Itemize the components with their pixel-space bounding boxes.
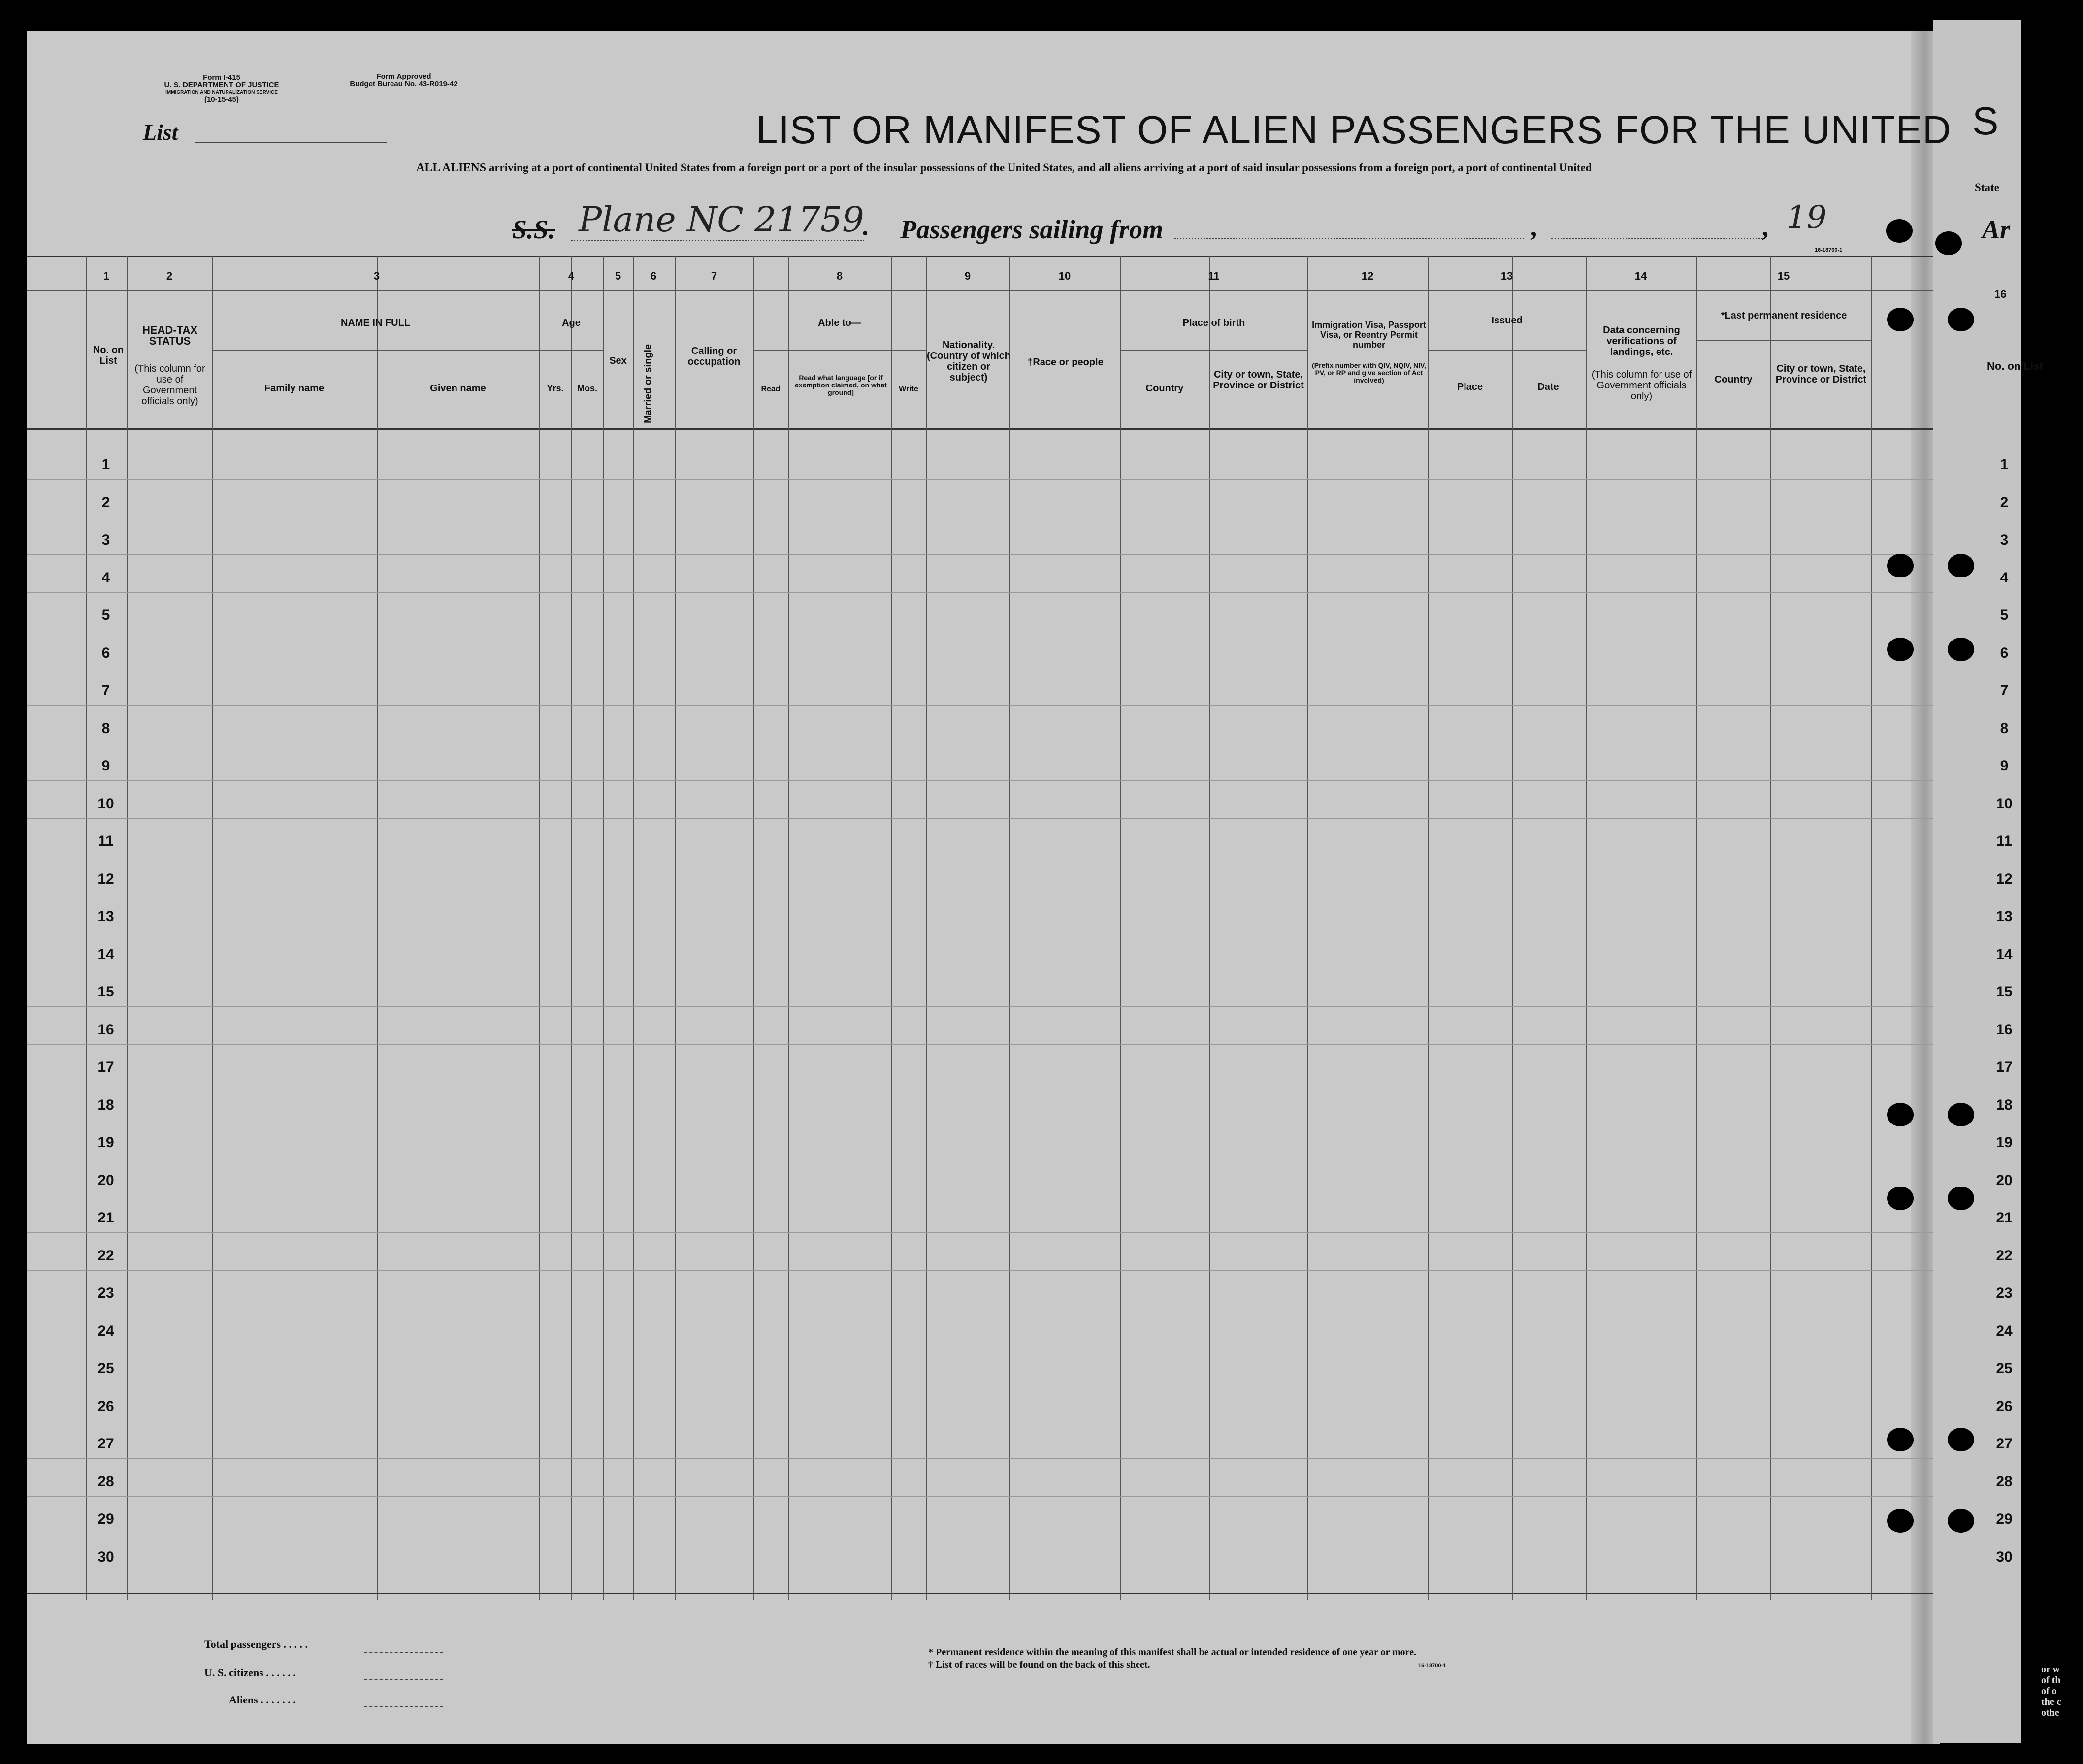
column-divider <box>603 256 604 1600</box>
right-sailing-fragment: Ar <box>1982 215 2011 244</box>
footer-us-citizens: U. S. citizens . . . . . . <box>204 1667 296 1679</box>
right-row-number: 9 <box>2000 758 2009 774</box>
column-divider <box>1871 256 1872 1600</box>
right-row-number: 12 <box>1996 870 2013 887</box>
header-place-of-birth: Place of birth <box>1182 318 1245 328</box>
service: IMMIGRATION AND NATURALIZATION SERVICE <box>165 90 278 95</box>
right-row-number: 7 <box>2000 682 2009 699</box>
header-birth-country: Country <box>1145 383 1184 394</box>
right-row-number: 10 <box>1996 795 2013 812</box>
right-row-number: 11 <box>1996 833 2012 849</box>
department: U. S. DEPARTMENT OF JUSTICE <box>164 81 279 89</box>
column-divider <box>1586 256 1587 1600</box>
row-number: 3 <box>101 532 110 548</box>
right-row-number: 26 <box>1996 1398 2013 1414</box>
form-id: Form I-415 <box>203 73 240 82</box>
row-number: 10 <box>98 795 114 812</box>
punch-hole <box>1887 638 1914 661</box>
column-number: 9 <box>964 270 971 282</box>
edge-line: othe <box>2041 1707 2059 1718</box>
header-sex: Sex <box>609 355 627 366</box>
column-divider <box>1696 256 1697 1600</box>
column-divider <box>1307 256 1308 1600</box>
column-divider <box>891 256 892 1600</box>
row-number: 6 <box>101 644 110 661</box>
column-divider <box>377 256 378 1600</box>
right-row-number: 30 <box>1996 1548 2013 1565</box>
table-top-border <box>27 256 1933 257</box>
column-number: 2 <box>166 270 173 282</box>
subtitle-text: arriving at a port of continental United States from a foreign port or a port of the insular possessions of the United States, and all aliens arriving at a port of said insular possessions from a foreign port, a port of continental United <box>488 161 1592 174</box>
row-number: 14 <box>98 946 114 962</box>
right-row-number: 21 <box>1996 1210 2013 1226</box>
vessel-line <box>571 240 864 241</box>
row-number: 11 <box>98 833 114 849</box>
column-number: 10 <box>1058 270 1071 282</box>
punch-hole <box>1948 308 1974 331</box>
manifest-sheet <box>27 31 1933 1744</box>
column-number: 8 <box>836 270 843 282</box>
header-date: Date <box>1537 382 1559 392</box>
column-number: 11 <box>1208 270 1220 282</box>
form-header <box>123 74 320 103</box>
sailing-label: Passengers sailing from <box>900 215 1164 244</box>
vessel-handwritten: Plane NC 21759 <box>579 199 864 240</box>
row-line <box>27 592 1933 593</box>
row-line <box>27 1496 1933 1497</box>
row-number: 5 <box>101 607 110 623</box>
list-number-line <box>195 142 387 143</box>
punch-hole <box>1948 1428 1974 1451</box>
column-divider <box>571 256 572 1600</box>
row-number: 23 <box>98 1285 114 1301</box>
right-row-number: 24 <box>1996 1322 2013 1339</box>
punch-hole <box>1887 1509 1914 1533</box>
punch-hole <box>1887 308 1914 331</box>
row-line <box>27 1458 1933 1459</box>
header-head-tax-note: (This column for use of Government officials only) <box>134 363 205 407</box>
row-number: 13 <box>98 908 114 925</box>
us-citizens-line <box>364 1679 443 1680</box>
total-passengers-line <box>364 1652 443 1653</box>
column-number: 5 <box>615 270 621 282</box>
right-row-number: 19 <box>1996 1134 2013 1151</box>
header-married: Married or single <box>643 344 653 423</box>
column-number: 14 <box>1634 270 1647 282</box>
row-number: 21 <box>98 1210 114 1226</box>
edge-line: of th <box>2041 1675 2061 1686</box>
table-bottom-border <box>27 1593 1933 1594</box>
row-number: 17 <box>98 1059 114 1075</box>
aliens-line <box>364 1706 443 1707</box>
right-row-number: 3 <box>2000 532 2009 548</box>
row-number: 25 <box>98 1360 114 1377</box>
column-number-border <box>27 290 1933 291</box>
list-label: List <box>143 120 178 145</box>
right-row-number: 13 <box>1996 908 2013 925</box>
punch-hole <box>1935 231 1962 255</box>
manifest-subtitle <box>416 161 1592 175</box>
form-date-code: (10-15-45) <box>204 96 239 104</box>
column-divider <box>788 256 789 1600</box>
column-divider <box>675 256 676 1600</box>
punch-hole <box>1948 1103 1974 1126</box>
punch-hole <box>1948 638 1974 661</box>
right-row-number: 23 <box>1996 1285 2013 1301</box>
header-able-to: Able to— <box>818 318 861 328</box>
row-number: 1 <box>101 456 110 473</box>
row-number: 12 <box>98 870 114 887</box>
row-number: 20 <box>98 1172 114 1188</box>
column-number: 7 <box>711 270 717 282</box>
punch-hole <box>1887 1428 1914 1451</box>
punch-hole <box>1948 554 1974 577</box>
column-divider <box>212 256 213 1600</box>
header-birth-city: City or town, State, Province or District <box>1213 369 1304 391</box>
column-number: 4 <box>568 270 575 282</box>
row-line <box>27 1232 1933 1233</box>
aliens-label: Aliens <box>229 1694 258 1706</box>
column-number: 3 <box>373 270 380 282</box>
row-number: 22 <box>98 1247 114 1264</box>
column-divider <box>1209 256 1210 1600</box>
column-divider <box>1009 256 1010 1600</box>
header-age: Age <box>562 318 581 328</box>
header-mos: Mos. <box>577 384 597 393</box>
right-row-number: 20 <box>1996 1172 2013 1188</box>
right-title-fragment: S <box>1972 99 1999 143</box>
sailing-port-line <box>1174 238 1524 239</box>
row-line <box>27 1044 1933 1045</box>
header-bottom-border <box>27 428 1933 430</box>
row-number: 19 <box>98 1134 114 1151</box>
footnote-residence: * Permanent residence within the meaning of this manifest shall be actual or intended residence of one year or more. <box>928 1647 1417 1658</box>
manifest-title: LIST OR MANIFEST OF ALIEN PASSENGERS FOR THE UNITED <box>756 108 1952 152</box>
right-row-number: 29 <box>1996 1511 2013 1527</box>
right-row-number: 1 <box>2000 456 2009 473</box>
punch-hole <box>1887 1103 1914 1126</box>
column-divider <box>1512 256 1513 1600</box>
total-passengers-label: Total passengers <box>204 1638 281 1650</box>
header-race: †Race or people <box>1027 357 1104 368</box>
right-row-number: 14 <box>1996 946 2013 962</box>
right-row-number: 16 <box>1996 1021 2013 1038</box>
edge-line: of o <box>2041 1686 2057 1697</box>
form-approved: Form Approved <box>376 72 431 81</box>
right-row-number: 8 <box>2000 720 2009 737</box>
column-number: 15 <box>1777 270 1790 282</box>
row-number: 27 <box>98 1436 114 1452</box>
right-row-number: 27 <box>1996 1436 2013 1452</box>
header-visa-note: (Prefix number with QIV, NQIV, NIV, PV, or RP and give section of Act involved) <box>1312 361 1426 384</box>
header-place: Place <box>1457 382 1483 392</box>
column-divider <box>1428 256 1429 1600</box>
header-residence-country: Country <box>1714 374 1753 385</box>
footer-aliens: Aliens . . . . . . . <box>229 1694 296 1706</box>
row-number: 9 <box>101 758 110 774</box>
punch-hole <box>1948 1187 1974 1210</box>
right-row-number: 4 <box>2000 569 2009 586</box>
column-divider <box>633 256 634 1600</box>
header-visa: Immigration Visa, Passport Visa, or Reentry Permit number <box>1312 320 1426 350</box>
edge-line: or w <box>2041 1664 2060 1675</box>
column-number: 13 <box>1500 270 1513 282</box>
right-row-number: 25 <box>1996 1360 2013 1377</box>
row-number: 15 <box>98 984 114 1000</box>
form-approval <box>330 73 478 88</box>
row-line <box>27 1006 1933 1007</box>
row-number: 29 <box>98 1511 114 1527</box>
header-data-concerning: Data concerning verifications of landings, etc. <box>1603 325 1680 357</box>
header-data-note: (This column for use of Government officials only) <box>1591 369 1692 402</box>
header-given-name: Given name <box>430 383 486 394</box>
row-line <box>27 818 1933 819</box>
subtitle-bold: ALL ALIENS <box>416 161 487 174</box>
row-number: 18 <box>98 1096 114 1113</box>
row-number: 16 <box>98 1021 114 1038</box>
punch-hole <box>1948 1509 1974 1533</box>
row-number: 28 <box>98 1473 114 1490</box>
row-line <box>27 554 1933 555</box>
column-divider <box>926 256 927 1600</box>
row-line <box>27 780 1933 781</box>
right-row-number: 2 <box>2000 494 2009 511</box>
header-read-language: Read what language [or if exemption claimed, on what ground] <box>795 374 887 396</box>
right-row-number: 17 <box>1996 1059 2013 1075</box>
row-line <box>27 1270 1933 1271</box>
sailing-date-line <box>1551 238 1763 239</box>
row-number: 4 <box>101 569 110 586</box>
header-yrs: Yrs. <box>547 384 564 393</box>
column-number: 6 <box>650 270 657 282</box>
budget-number: Budget Bureau No. 43-R019-42 <box>350 80 458 88</box>
column-number: 1 <box>103 270 110 282</box>
edge-text <box>2041 1664 2061 1718</box>
right-row-number: 15 <box>1996 984 2013 1000</box>
ss-prefix: S.S. <box>512 215 555 244</box>
column-divider <box>127 256 128 1600</box>
column-divider <box>753 256 754 1600</box>
header-calling: Calling or occupation <box>687 346 741 367</box>
row-line <box>27 705 1933 706</box>
header-no-on-list: No. on List <box>93 345 124 366</box>
header-read: Read <box>761 385 781 393</box>
punch-hole <box>1886 219 1913 243</box>
footnote-races: † List of races will be found on the back of this sheet. <box>928 1659 1150 1670</box>
row-number: 30 <box>98 1548 114 1565</box>
edge-line: the c <box>2041 1697 2061 1707</box>
column-divider <box>1120 256 1121 1600</box>
right-row-number: 22 <box>1996 1247 2013 1264</box>
footer-code: 16-18700-1 <box>1418 1663 1446 1668</box>
header-name-in-full: NAME IN FULL <box>340 318 411 328</box>
row-number: 7 <box>101 682 110 699</box>
us-citizens-label: U. S. citizens <box>204 1667 263 1679</box>
header-residence-city: City or town, State, Province or District <box>1775 363 1867 385</box>
header-nationality: Nationality. (Country of which citizen or subject) <box>927 340 1010 383</box>
punch-hole <box>1887 1187 1914 1210</box>
column-divider <box>539 256 540 1600</box>
row-number: 26 <box>98 1398 114 1414</box>
right-row-number: 6 <box>2000 644 2009 661</box>
row-number: 24 <box>98 1322 114 1339</box>
right-row-number: 28 <box>1996 1473 2013 1490</box>
right-row-number: 18 <box>1996 1096 2013 1113</box>
footer-total-passengers: Total passengers . . . . . <box>204 1638 308 1650</box>
year-prefix: 19 <box>1787 199 1827 236</box>
column-number: 12 <box>1361 270 1374 282</box>
right-row-number: 5 <box>2000 607 2009 623</box>
column-divider <box>1770 256 1771 1600</box>
header-write: Write <box>899 385 918 393</box>
row-number: 2 <box>101 494 110 511</box>
header-last-residence: *Last permanent residence <box>1721 310 1847 321</box>
header-head-tax: HEAD-TAX STATUS <box>142 324 198 347</box>
row-line <box>27 479 1933 480</box>
right-no-on-list: No. on List <box>1987 360 2043 372</box>
header-family-name: Family name <box>264 383 325 394</box>
header-issued: Issued <box>1491 315 1523 326</box>
row-number: 8 <box>101 720 110 737</box>
right-subtitle-fragment: State <box>1975 181 1999 193</box>
right-column-number: 16 <box>1994 288 2007 300</box>
punch-hole <box>1887 554 1914 577</box>
print-code: 16-18700-1 <box>1815 247 1843 253</box>
